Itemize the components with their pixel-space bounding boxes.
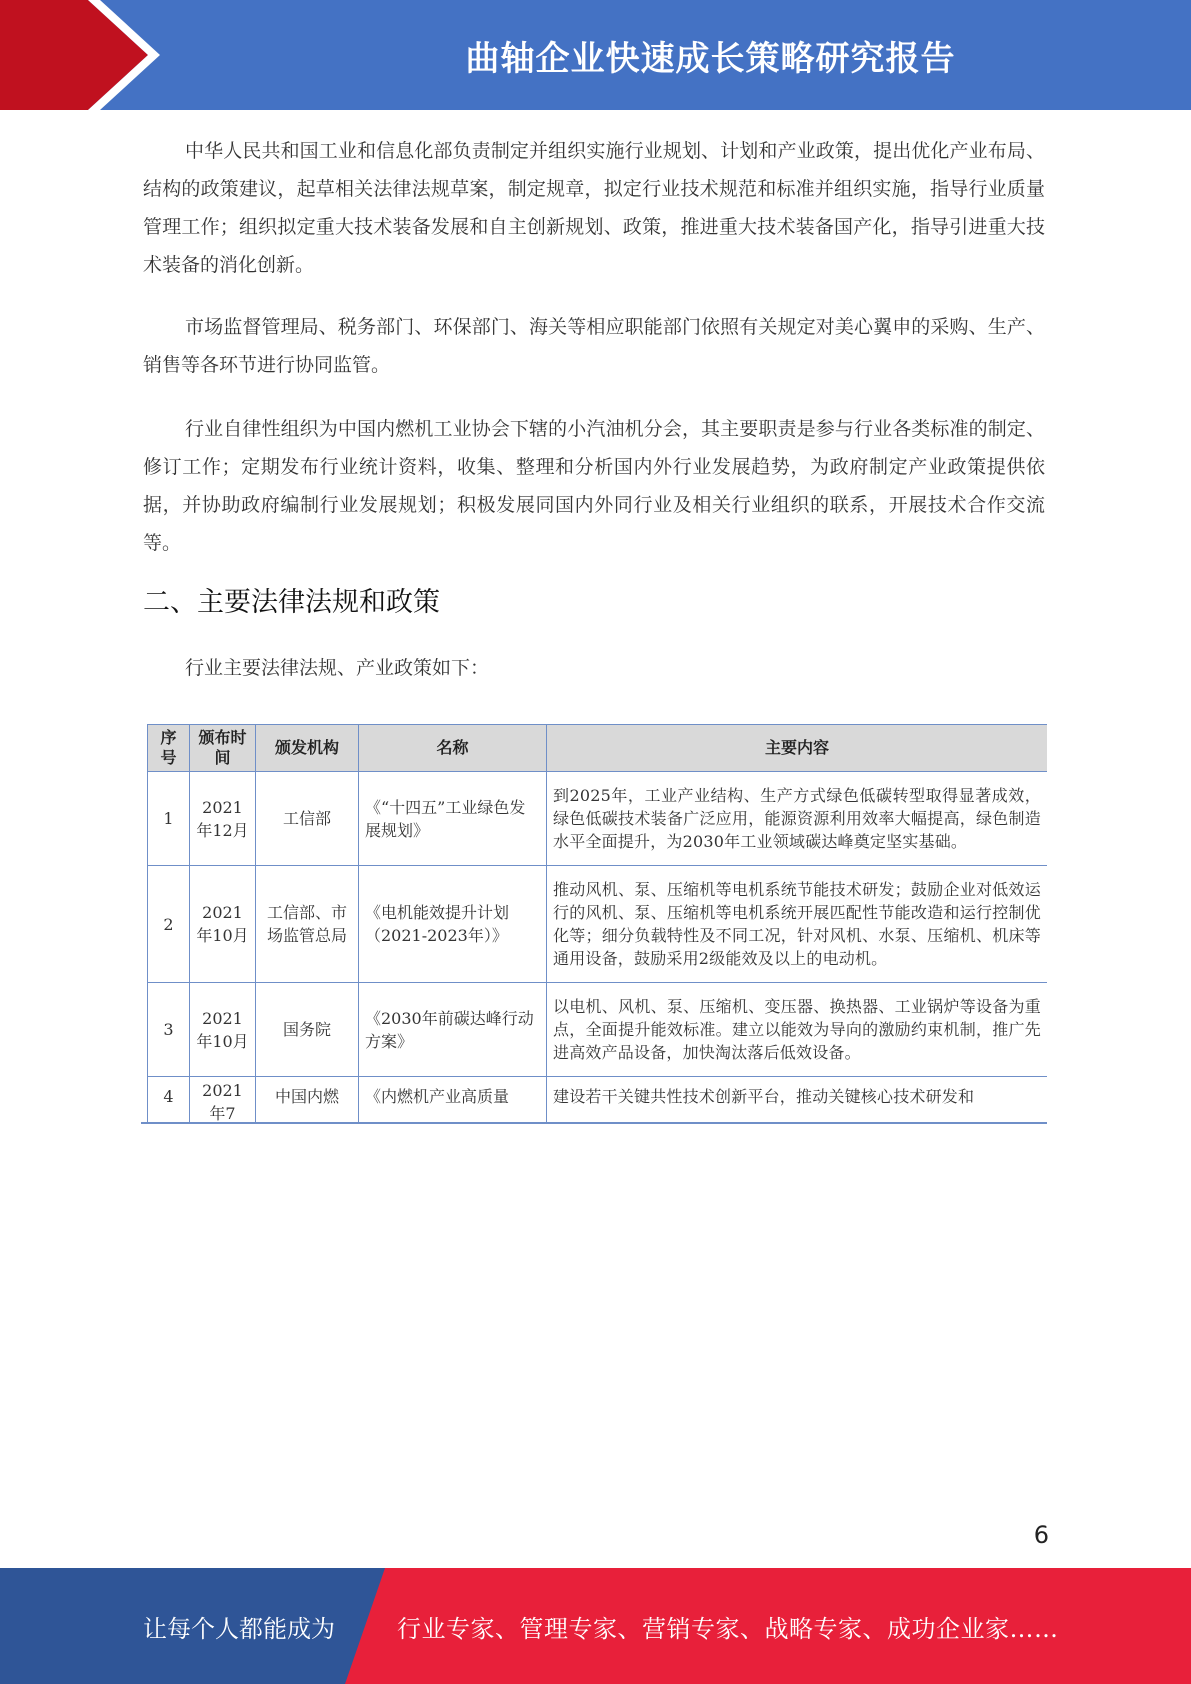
page-footer — [0, 1568, 1191, 1684]
cell-name: 《2030年前碳达峰行动方案》 — [359, 983, 547, 1077]
header-no: 序号 — [148, 725, 190, 772]
report-title: 曲轴企业快速成长策略研究报告 — [465, 38, 956, 79]
policy-table-container — [141, 724, 1047, 1124]
header-org: 颁发机构 — [256, 725, 359, 772]
table-row — [148, 983, 1048, 1077]
cell-no: 4 — [148, 1077, 190, 1125]
cell-name: 《内燃机产业高质量 — [359, 1077, 547, 1125]
body-paragraph-miit: 中华人民共和国工业和信息化部负责制定并组织实施行业规划、计划和产业政策，提出优化产业布局、结构的政策建议，起草相关法律法规草案，制定规章，拟定行业技术规范和标准并组织实施，指导行业质量管理工作；组织拟定重大技术装备发展和自主创新规划、政策，推进重大技术装备国产化，指导引进重大技术装备的消化创新。 — [143, 140, 1045, 276]
header-date: 颁布时间 — [190, 725, 256, 772]
cell-name: 《“十四五”工业绿色发展规划》 — [359, 772, 547, 866]
section-heading: 二、主要法律法规和政策 — [143, 587, 440, 618]
cell-no: 3 — [148, 983, 190, 1077]
cell-date: 2021年10月 — [190, 866, 256, 983]
cell-no: 1 — [148, 772, 190, 866]
body-paragraph-regulators: 市场监督管理局、税务部门、环保部门、海关等相应职能部门依照有关规定对美心翼申的采购、生产、销售等各环节进行协同监管。 — [143, 316, 1045, 376]
cell-content: 以电机、风机、泵、压缩机、变压器、换热器、工业锅炉等设备为重点，全面提升能效标准。建立以能效为导向的激励约束机制，推广先进高效产品设备，加快淘汰落后低效设备。 — [547, 983, 1048, 1077]
footer-slogan-right: 行业专家、管理专家、营销专家、战略专家、成功企业家…… — [397, 1614, 1059, 1643]
cell-org: 工信部 — [256, 772, 359, 866]
cell-content: 建设若干关键共性技术创新平台，推动关键核心技术研发和 — [547, 1077, 1048, 1125]
cell-date: 2021年10月 — [190, 983, 256, 1077]
cell-no: 2 — [148, 866, 190, 983]
cell-org: 国务院 — [256, 983, 359, 1077]
table-row — [148, 772, 1048, 866]
table-header-row — [148, 725, 1048, 772]
cell-org: 中国内燃 — [256, 1077, 359, 1125]
cell-org: 工信部、市场监管总局 — [256, 866, 359, 983]
header-name: 名称 — [359, 725, 547, 772]
page-number: 6 — [1033, 1521, 1049, 1549]
cell-name: 《电机能效提升计划（2021-2023年）》 — [359, 866, 547, 983]
footer-slogan-left: 让每个人都能成为 — [143, 1614, 335, 1643]
table-row — [148, 1077, 1048, 1125]
table-row — [148, 866, 1048, 983]
cell-content: 到2025年，工业产业结构、生产方式绿色低碳转型取得显著成效，绿色低碳技术装备广泛应用，能源资源利用效率大幅提高，绿色制造水平全面提升，为2030年工业领域碳达峰奠定坚实基础。 — [547, 772, 1048, 866]
cell-date: 2021年7 — [190, 1077, 256, 1125]
page-header — [0, 0, 1191, 110]
header-content: 主要内容 — [547, 725, 1048, 772]
cell-date: 2021年12月 — [190, 772, 256, 866]
cell-content: 推动风机、泵、压缩机等电机系统节能技术研发；鼓励企业对低效运行的风机、泵、压缩机等电机系统开展匹配性节能改造和运行控制优化等；细分负载特性及不同工况，针对风机、水泵、压缩机、机床等通用设备，鼓励采用2级能效及以上的电动机。 — [547, 866, 1048, 983]
body-paragraph-association: 行业自律性组织为中国内燃机工业协会下辖的小汽油机分会，其主要职责是参与行业各类标准的制定、修订工作；定期发布行业统计资料，收集、整理和分析国内外行业发展趋势，为政府制定产业政策提供依据，并协助政府编制行业发展规划；积极发展同国内外同行业及相关行业组织的联系，开展技术合作交流等。 — [143, 418, 1045, 554]
section-intro: 行业主要法律法规、产业政策如下： — [185, 657, 490, 679]
policy-table — [147, 724, 1047, 1124]
